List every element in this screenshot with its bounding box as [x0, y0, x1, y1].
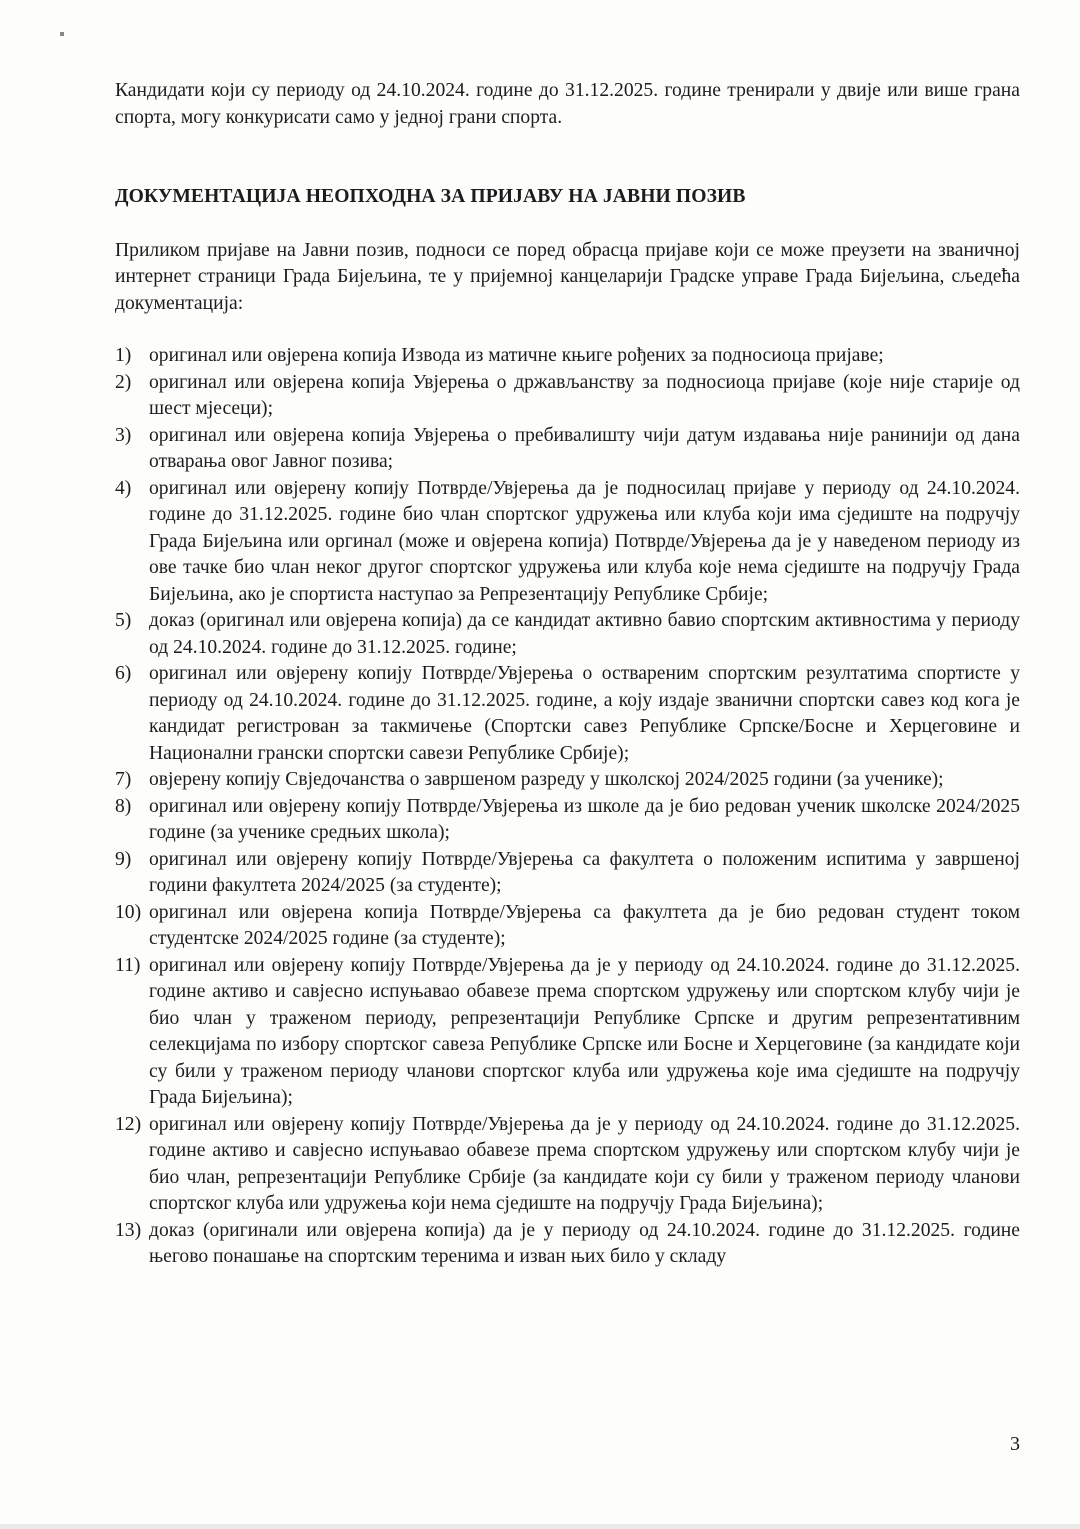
lead-paragraph: Приликом пријаве на Јавни позив, подноси се поред обрасца пријаве који се може преузети на званичној интернет страници Града Бијељина, те у пријемној канцеларији Градске управе Града Бијељина, сљедећа документација: [115, 239, 1020, 314]
item-text: оригинал или овјерена копија Извода из матичне књиге рођених за подносиоца пријаве; [149, 345, 884, 366]
item-number: 10) [115, 901, 142, 923]
list-item [115, 1112, 1020, 1218]
item-text: доказ (оригинал или овјерена копија) да се кандидат активно бавио спортским активностима у периоду од 24.10.2024. године до 31.12.2025. године; [149, 610, 1020, 658]
list-item [115, 953, 1020, 1112]
list-item [115, 1218, 1020, 1271]
item-number: 7) [115, 769, 132, 790]
item-number: 4) [115, 477, 132, 499]
section-heading: ДОКУМЕНТАЦИЈА НЕОПХОДНА ЗА ПРИЈАВУ НА ЈАВНИ ПОЗИВ [115, 186, 746, 207]
list-item [115, 343, 1020, 370]
list-item [115, 608, 1020, 661]
item-number: 5) [115, 610, 132, 631]
list-item [115, 476, 1020, 609]
item-number: 9) [115, 848, 132, 870]
scan-speck [60, 32, 64, 36]
item-number: 8) [115, 795, 132, 817]
list-item [115, 847, 1020, 900]
item-number: 3) [115, 424, 132, 446]
item-text: оригинал или овјерену копију Потврде/Увјерења да је у периоду од 24.10.2024. године до 31.12.2025. године активо и савјесно испуњавао обавезе према спортском удружењу или спортском клубу чији је био члан, репрезентацији Републике Србије (за кандидате који су били у траженом периоду чланови спортског клуба или удружења који нема сједиште на подручју Града Бијељина); [149, 1113, 1020, 1214]
item-number: 6) [115, 663, 132, 684]
item-number: 11) [115, 954, 141, 976]
item-text: оригинал или овјерена копија Увјерења о пребивалишту чији датум издавања није ранинији од дана отварања овог Јавног позива; [149, 424, 1020, 472]
item-text: оригинал или овјерену копију Потврде/Увјерења са факултета о положеним испитима у завршеној години факултета 2024/2025 (за студенте); [149, 848, 1020, 896]
list-item [115, 423, 1020, 476]
scan-bottom-edge [0, 1524, 1080, 1529]
item-number: 2) [115, 371, 132, 393]
list-item [115, 900, 1020, 953]
item-text: доказ (оригинали или овјерена копија) да је у периоду од 24.10.2024. године до 31.12.2025. године његово понашање на спортским теренима и изван њих било у складу [149, 1219, 1020, 1267]
list-item [115, 370, 1020, 423]
item-text: оригинал или овјерену копију Потврде/Увјерења из школе да је био редован ученик школске 2024/2025 године (за ученике средњих школа); [149, 795, 1020, 843]
list-item [115, 794, 1020, 847]
item-text: оригинал или овјерена копија Потврде/Увјерења са факултета да је био редован студент током студентске 2024/2025 године (за студенте); [149, 901, 1020, 949]
item-text: оригинал или овјерену копију Потврде/Увјерења о оствареним спортским резултатима спортисте у периоду од 24.10.2024. године до 31.12.2025. године, а коју издаје званични спортски савез код кога је кандидат регистрован за такмичење (Спортски савез Републике Српске/Босне и Херцеговине и Национални грански спортски савези Републике Србије); [149, 663, 1020, 764]
intro-paragraph: Кандидати који су периоду од 24.10.2024. године до 31.12.2025. године тренирали у двије или више грана спорта, могу конкурисати само у једној грани спорта. [115, 80, 1020, 128]
item-text: овјерену копију Свједочанства о завршеном разреду у школској 2024/2025 години (за ученике); [149, 769, 944, 790]
page-number: 3 [1010, 1433, 1020, 1455]
page-content [115, 78, 1020, 1271]
item-text: оригинал или овјерену копију Потврде/Увјерења да је у периоду од 24.10.2024. године до 31.12.2025. године активо и савјесно испуњавао обавезе према спортском удружењу или спортском клубу чији је био члан у траженом периоду, репрезентацији Републике Српске и другим репрезентативним селекцијама по избору спортског савеза Републике Српске или Босне и Херцеговине (за кандидате који су били у траженом периоду чланови спортског клуба или удружења које има сједиште на подручју Града Бијељина); [149, 954, 1020, 1108]
list-item [115, 767, 1020, 794]
list-item [115, 661, 1020, 767]
documentation-list [115, 343, 1020, 1271]
item-number: 12) [115, 1113, 142, 1135]
item-text: оригинал или овјерена копија Увјерења о држављанству за подносиоца пријаве (које није старије од шест мјесеци); [149, 371, 1020, 419]
item-number: 1) [115, 345, 132, 366]
item-number: 13) [115, 1219, 142, 1241]
item-text: оригинал или овјерену копију Потврде/Увјерења да је подносилац пријаве у периоду од 24.10.2024. године до 31.12.2025. године био члан спортског удружења или клуба који има сједиште на подручју Града Бијељина или оргинал (може и овјерена копија) Потврде/Увјерења да је у наведеном периоду из ове тачке био члан неког другог спортског удружења или клуба које нема сједиште на подручју Града Бијељина, ако је спортиста наступао за Репрезентацију Републике Србије; [149, 477, 1020, 605]
